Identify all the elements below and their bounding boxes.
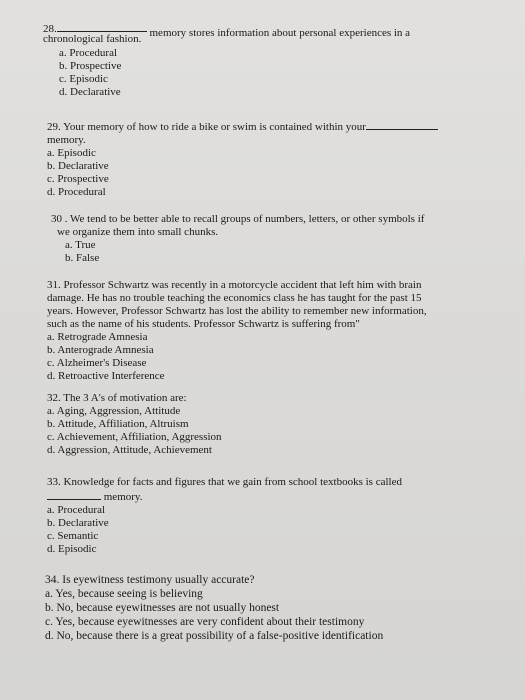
option-a: a. Procedural <box>59 47 118 59</box>
option-b: b. Prospective <box>59 60 122 72</box>
question-stem-line: 31. Professor Schwartz was recently in a motorcycle accident that left him with brain <box>47 279 422 291</box>
question-stem-line: 30 . We tend to be better able to recall groups of numbers, letters, or other symbols if <box>51 213 425 225</box>
question-stem-text: memory stores information about personal experiences in a <box>149 27 411 39</box>
option-a: a. Aging, Aggression, Attitude <box>47 405 181 417</box>
question-stem-line: we organize them into small chunks. <box>57 226 219 238</box>
question-stem-line: chronological fashion. <box>43 33 142 45</box>
question-stem-line: memory. <box>47 134 86 146</box>
answer-blank <box>366 120 438 130</box>
option-d: d. Procedural <box>47 186 106 198</box>
question-29 <box>47 120 487 199</box>
question-31 <box>47 279 497 383</box>
option-d: d. No, because there is a great possibility of a false-positive identification <box>45 630 384 642</box>
option-b: b. False <box>65 252 100 264</box>
question-stem-line: years. However, Professor Schwartz has lost the ability to remember new information, <box>47 305 427 317</box>
option-c: c. Prospective <box>47 173 109 185</box>
option-b: b. Attitude, Affiliation, Altruism <box>47 418 189 430</box>
answer-blank <box>47 490 101 500</box>
question-stem <box>47 490 487 504</box>
option-a: a. Yes, because seeing is believing <box>45 588 203 600</box>
question-number: 28. <box>43 23 57 35</box>
question-stem-line: 33. Knowledge for facts and figures that we gain from school textbooks is called <box>47 476 402 488</box>
option-c: c. Alzheimer's Disease <box>47 357 147 369</box>
question-stem: 34. Is eyewitness testimony usually accurate? <box>45 574 255 586</box>
option-c: c. Episodic <box>59 73 108 85</box>
question-stem-text: memory. <box>103 491 143 503</box>
option-d: d. Declarative <box>59 86 121 98</box>
option-b: b. Anterograde Amnesia <box>47 344 154 356</box>
option-c: c. Yes, because eyewitnesses are very confident about their testimony <box>45 616 365 628</box>
question-28 <box>43 22 483 99</box>
option-d: d. Episodic <box>47 543 97 555</box>
question-stem-line: such as the name of his students. Professor Schwartz is suffering from" <box>47 318 360 330</box>
option-a: a. Episodic <box>47 147 96 159</box>
option-c: c. Achievement, Affiliation, Aggression <box>47 431 222 443</box>
option-c: c. Semantic <box>47 530 99 542</box>
question-stem: 32. The 3 A's of motivation are: <box>47 392 187 404</box>
option-b: b. No, because eyewitnesses are not usually honest <box>45 602 280 614</box>
option-a: a. Retrograde Amnesia <box>47 331 148 343</box>
answer-blank <box>57 22 147 32</box>
question-34 <box>45 573 505 643</box>
question-stem-text: 29. Your memory of how to ride a bike or swim is contained within your <box>47 121 366 133</box>
option-b: b. Declarative <box>47 160 109 172</box>
question-33 <box>47 476 487 556</box>
option-b: b. Declarative <box>47 517 109 529</box>
question-32 <box>47 392 487 457</box>
question-stem-line: damage. He has no trouble teaching the economics class he has taught for the past 15 <box>47 292 422 304</box>
option-a: a. Procedural <box>47 504 106 516</box>
option-a: a. True <box>65 239 96 251</box>
option-d: d. Aggression, Attitude, Achievement <box>47 444 212 456</box>
option-d: d. Retroactive Interference <box>47 370 165 382</box>
question-30 <box>51 213 491 265</box>
question-stem <box>47 120 487 134</box>
